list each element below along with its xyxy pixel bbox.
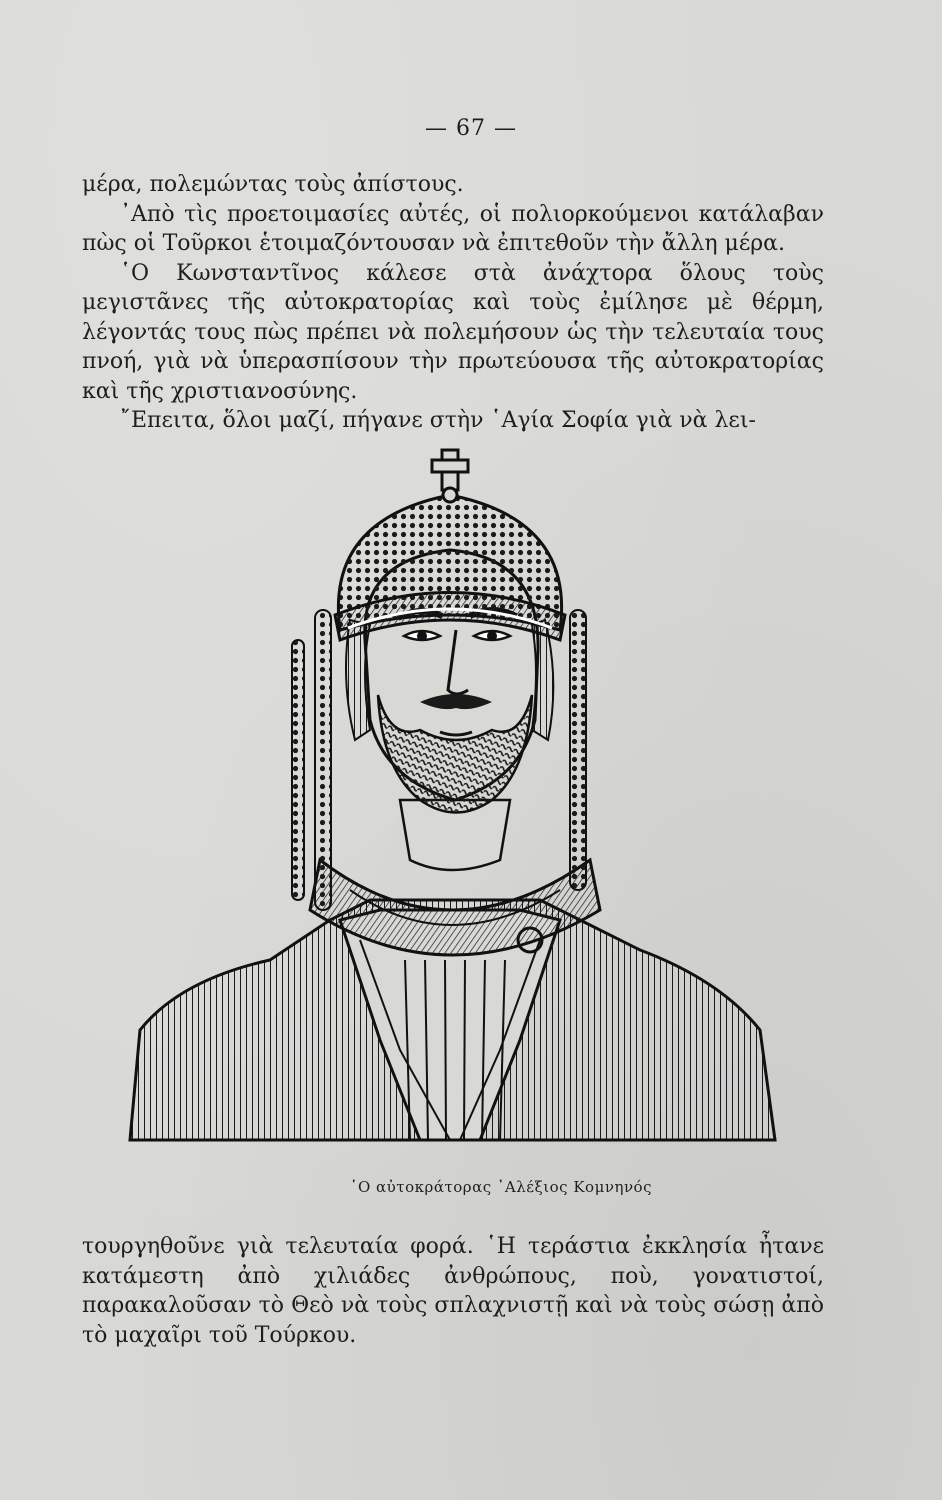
paragraph: ῾Ο Κωνσταντῖνος κάλεσε στὰ ἀνάχτορα ὅλους τοὺς μεγιστᾶνες τῆς αὐτοκρατορίας καὶ τοὺς ἐμίλησε μὲ θέρμη, λέγοντάς τους πὼς πρέπει νὰ πολεμήσουν ὡς τὴν τελευταία τους πνοή, γιὰ νὰ ὑπερασπίσουν τὴν πρωτεύουσα τῆς αὐτοκρατορίας καὶ τῆς χριστιανοσύνης. (82, 260, 824, 404)
top-text (82, 170, 824, 436)
paragraph: ᾿Απὸ τὶς προετοιμασίες αὐτές, οἱ πολιορκούμενοι κατάλαβαν πὼς οἱ Τοῦρκοι ἑτοιμαζόντουσαν νὰ ἐπιτεθοῦν τὴν ἄλλη μέρα. (82, 201, 824, 256)
page-number: — 67 — (425, 116, 517, 141)
figure-caption: ῾Ο αὐτοκράτορας ᾿Αλέξιος Κομνηνός (349, 1178, 652, 1196)
emperor-portrait-icon (120, 440, 780, 1160)
paragraph: ῎Επειτα, ὅλοι μαζί, πήγανε στὴν ῾Αγία Σοφία γιὰ νὰ λει- (120, 408, 756, 433)
paragraph: τουργηθοῦνε γιὰ τελευταία φορά. ῾Η τεράστια ἐκκλησία ἦτανε κατάμεστη ἀπὸ χιλιάδες ἀνθρώπους, ποὺ, γονατιστοί, παρακαλοῦσαν τὸ Θεὸ νὰ τοὺς σπλαχνιστῇ καὶ νὰ τοὺς σώσῃ ἀπὸ τὸ μαχαῖρι τοῦ Τούρκου. (82, 1234, 824, 1348)
bottom-text (82, 1232, 824, 1350)
paragraph: μέρα, πολεμώντας τοὺς ἀπίστους. (82, 172, 464, 197)
